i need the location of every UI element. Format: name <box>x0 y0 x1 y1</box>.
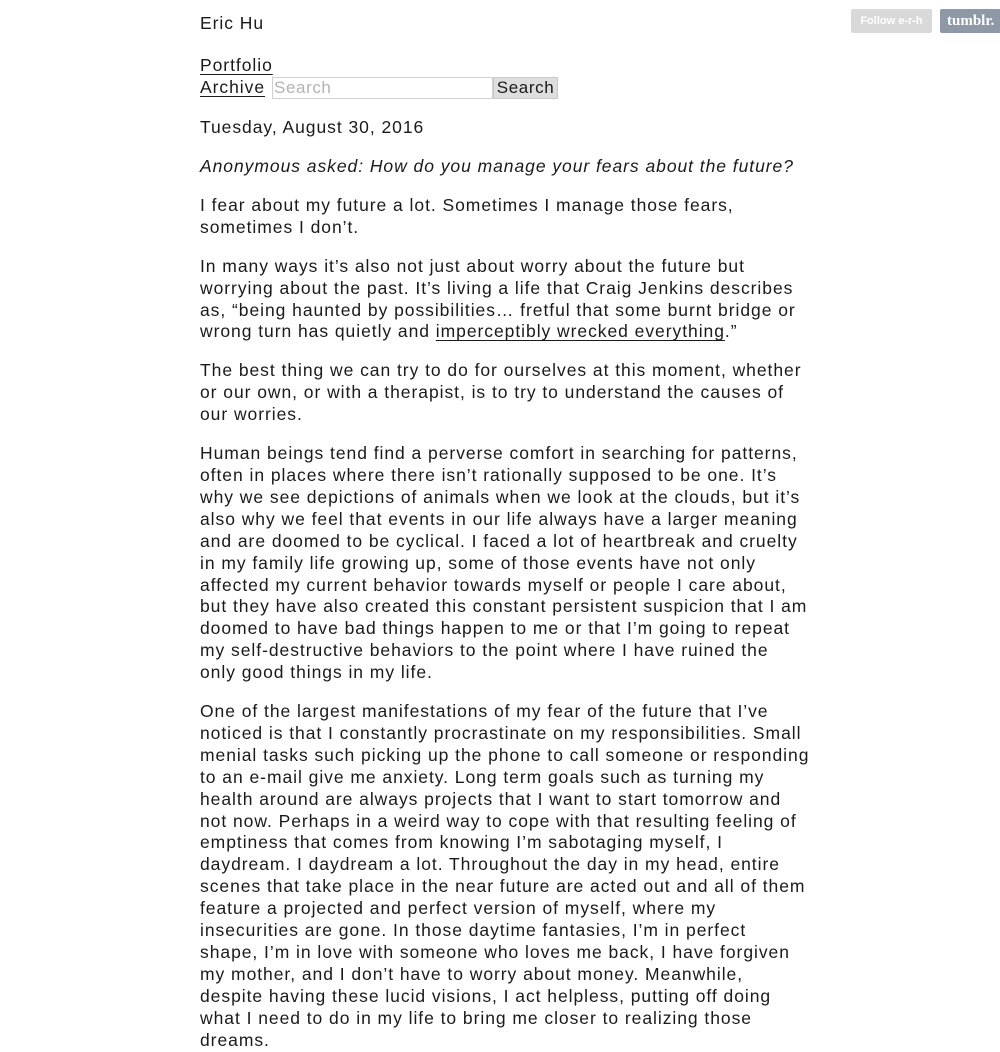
follow-button[interactable]: Follow e-r-h <box>851 9 932 33</box>
archive-link[interactable]: Archive <box>200 77 266 98</box>
quote-link[interactable]: imperceptibly wrecked everything <box>435 321 725 342</box>
post-body <box>200 195 810 1052</box>
post-paragraph: I fear about my future a lot. Sometimes I manage those fears, sometimes I don’t. <box>200 194 734 237</box>
archive-search-row <box>200 77 810 99</box>
paragraph-text: .” <box>724 321 738 342</box>
page-content <box>200 0 810 1052</box>
post-paragraph <box>200 256 810 344</box>
tumblr-logo[interactable]: tumblr. <box>940 9 1000 33</box>
portfolio-link[interactable]: Portfolio <box>200 55 273 76</box>
post-paragraph: The best thing we can try to do for ourselves at this moment, whether or our own, or with a therapist, is to try to understand the causes of our worries. <box>200 360 802 425</box>
paragraph-text: In many ways it’s also not just about worry about the future but worrying about the past. It’s living a life that Craig Jenkins describes as, “being haunted by possibilities… fretful that some burnt bridge or wrong turn has quietly and <box>200 255 796 342</box>
search-button[interactable]: Search <box>493 77 558 99</box>
post-date: Tuesday, August 30, 2016 <box>200 117 425 137</box>
post-paragraph: Human beings tend find a perverse comfort in searching for patterns, often in places where there isn’t rationally supposed to be one. It’s why we see depictions of animals when we look at the clouds, but it’s also why we feel that events in our life always have a larger meaning and are doomed to be cyclical. I faced a lot of heartbreak and cruelty in my family life growing up, some of those events have not only affected my current behavior towards myself or people I care about, but they have also created this constant persistent suspicion that I am doomed to have bad things happen to me or that I’m going to repeat my self-destructive behaviors to the point where I have ruined the only good things in my life. <box>200 443 808 683</box>
nav <box>200 55 810 99</box>
post-paragraph: One of the largest manifestations of my fear of the future that I’ve noticed is that I constantly procrastinate on my responsibilities. Small menial tasks such picking up the phone to call someone or responding to an e-mail give me anxiety. Long term goals such as turning my health around are always projects that I want to start tomorrow and not now. Perhaps in a weird way to cope with that resulting feeling of emptiness that comes from knowing I’m sabotaging myself, I daydream. I daydream a lot. Throughout the day in my head, entire scenes that take place in the near future are acted out and all of them feature a projected and perfect version of myself, where my insecurities are gone. In those daytime fantasies, I’m in perfect shape, I’m in love with someone who loves me back, I have forgiven my mother, and I don’t have to worry about money. Meanwhile, despite having these lucid visions, I act helpless, putting off doing what I need to do in my life to bring me closer to realizing those dreams. <box>200 701 810 1050</box>
site-title[interactable]: Eric Hu <box>200 13 265 33</box>
tumblr-controls <box>851 9 1000 33</box>
search-input[interactable] <box>272 77 493 99</box>
post-question: Anonymous asked: How do you manage your fears about the future? <box>200 156 794 176</box>
